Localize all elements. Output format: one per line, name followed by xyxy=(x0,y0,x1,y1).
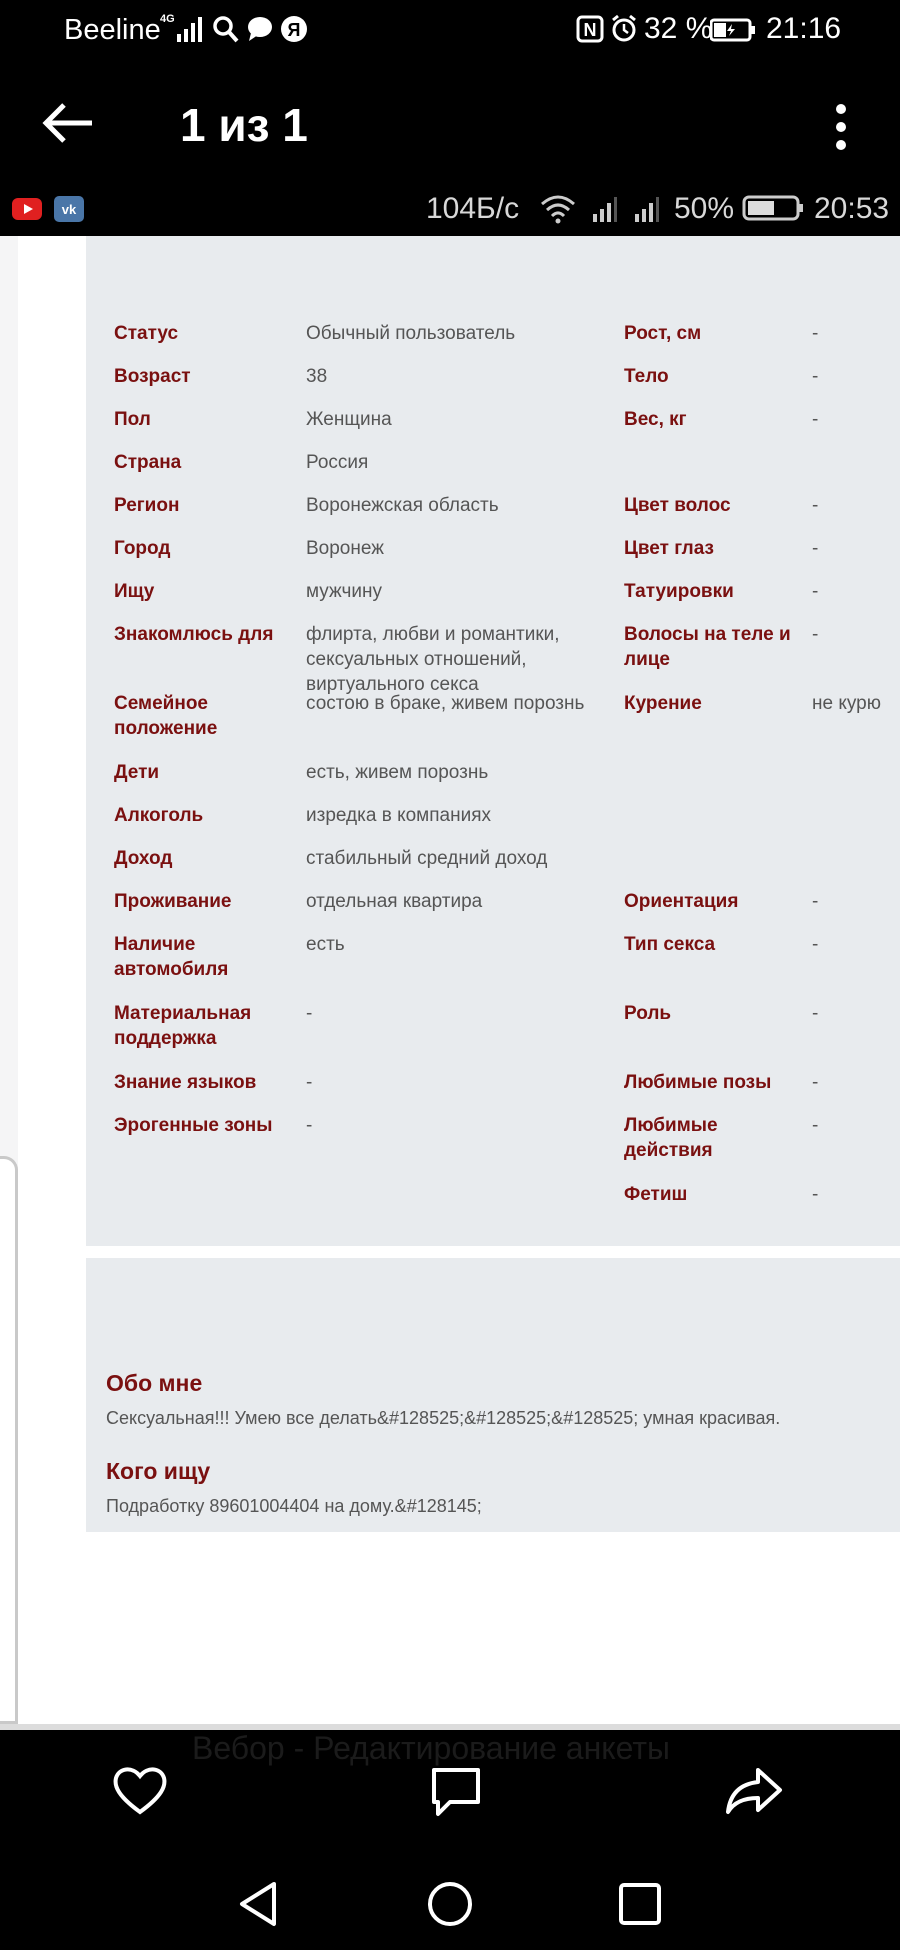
signal-icon-2 xyxy=(634,196,660,222)
page-title: 1 из 1 xyxy=(180,99,308,151)
field-label-right: Курение xyxy=(624,693,702,714)
field-value: Воронежская область xyxy=(306,495,499,516)
network-speed: 104Б/с xyxy=(426,192,520,225)
field-label: Проживание xyxy=(114,891,232,912)
field-label: Пол xyxy=(114,409,151,430)
field-value: - xyxy=(306,1003,313,1024)
field-value-right: - xyxy=(812,581,819,602)
field-value: Воронеж xyxy=(306,538,384,559)
field-value: флирта, любви и романтики, сексуальных отношений, виртуального секса xyxy=(306,624,560,695)
background-page-title: Вебор - Редактирование анкеты xyxy=(192,1730,671,1766)
battery-icon xyxy=(710,14,756,44)
field-value-right: - xyxy=(812,366,819,387)
field-value-right: - xyxy=(812,323,819,344)
field-label-right: Рост, см xyxy=(624,323,702,344)
field-label: Наличие автомобиля xyxy=(114,934,229,980)
field-value: состою в браке, живем порознь xyxy=(306,693,585,714)
field-label-right: Любимые позы xyxy=(624,1072,772,1093)
comment-icon[interactable] xyxy=(426,1762,486,1818)
nav-recents-icon[interactable] xyxy=(616,1880,664,1928)
heart-icon[interactable] xyxy=(110,1762,170,1818)
field-value: есть xyxy=(306,934,345,955)
svg-text:Я: Я xyxy=(287,20,301,40)
field-value-right: - xyxy=(812,891,819,912)
field-label-right: Фетиш xyxy=(624,1184,688,1205)
about-text: Сексуальная!!! Умею все делать&#128525;&#128525;&#128525; умная красивая. xyxy=(106,1408,781,1428)
field-label: Страна xyxy=(114,452,182,473)
wifi-icon xyxy=(540,194,576,224)
field-label: Ищу xyxy=(114,581,155,602)
field-value-right: - xyxy=(812,1072,819,1093)
field-label: Регион xyxy=(114,495,180,516)
field-label-right: Роль xyxy=(624,1003,672,1024)
field-label: Статус xyxy=(114,323,179,344)
field-label: Эрогенные зоны xyxy=(114,1115,273,1136)
field-label-right: Цвет глаз xyxy=(624,538,714,559)
field-label: Возраст xyxy=(114,366,191,387)
carrier-name: Beeline xyxy=(64,14,161,46)
seeking-heading: Кого ищу xyxy=(106,1458,211,1484)
field-label-right: Вес, кг xyxy=(624,409,687,430)
field-label: Семейное положение xyxy=(114,693,218,739)
field-value: Женщина xyxy=(306,409,392,430)
field-label-right: Любимые действия xyxy=(624,1115,718,1161)
field-value: 38 xyxy=(306,366,328,387)
screenshot-battery-percent: 50% xyxy=(674,192,735,225)
field-value: стабильный средний доход xyxy=(306,848,548,869)
screenshot-status-bar xyxy=(0,182,900,236)
field-label-right: Ориентация xyxy=(624,891,739,912)
left-edge-frame xyxy=(0,1156,18,1724)
more-options-icon[interactable] xyxy=(830,104,852,150)
field-label: Материальная поддержка xyxy=(114,1003,252,1049)
network-type: 4G xyxy=(160,13,175,25)
field-label: Город xyxy=(114,538,171,559)
field-label-right: Тело xyxy=(624,366,669,387)
nav-home-icon[interactable] xyxy=(426,1880,474,1928)
viewer-footer xyxy=(0,1730,900,1950)
field-label: Знание языков xyxy=(114,1072,257,1093)
youtube-icon xyxy=(12,198,42,220)
viewer-toolbar xyxy=(0,62,900,182)
field-value: изредка в компаниях xyxy=(306,805,491,826)
field-value: - xyxy=(306,1115,313,1136)
field-label: Знакомлюсь для xyxy=(114,624,274,645)
back-arrow-icon[interactable] xyxy=(42,102,94,144)
search-icon xyxy=(212,14,240,44)
signal-icon xyxy=(176,16,204,42)
field-value: есть, живем порознь xyxy=(306,762,489,783)
signal-icon-1 xyxy=(592,196,618,222)
clock: 21:16 xyxy=(766,12,842,45)
field-value: мужчину xyxy=(306,581,382,602)
field-label-right: Тип секса xyxy=(624,934,716,955)
field-label-right: Цвет волос xyxy=(624,495,731,516)
field-value-right: - xyxy=(812,495,819,516)
field-value: отдельная квартира xyxy=(306,891,483,912)
field-value: Россия xyxy=(306,452,369,473)
field-value: - xyxy=(306,1072,313,1093)
field-value-right: - xyxy=(812,409,819,430)
yandex-icon xyxy=(280,14,308,44)
profile-details-panel xyxy=(86,236,900,1246)
alarm-icon xyxy=(610,14,638,44)
share-icon[interactable] xyxy=(724,1762,784,1818)
field-label: Доход xyxy=(114,848,173,869)
screenshot-battery-icon xyxy=(742,194,804,224)
field-value-right: - xyxy=(812,1184,819,1205)
profile-content xyxy=(0,236,900,1730)
svg-text:N: N xyxy=(583,20,597,40)
field-value-right: - xyxy=(812,934,819,955)
nfc-icon xyxy=(576,14,604,44)
field-value: Обычный пользователь xyxy=(306,323,516,344)
svg-text:vk: vk xyxy=(61,202,77,217)
field-label: Дети xyxy=(114,762,160,783)
field-value-right: - xyxy=(812,1115,819,1136)
battery-percent: 32 % xyxy=(644,12,713,45)
chat-bubble-icon xyxy=(246,14,274,44)
field-label-right: Татуировки xyxy=(624,581,734,602)
field-label: Алкоголь xyxy=(114,805,204,826)
field-value-right: не курю xyxy=(812,693,881,714)
screenshot-clock: 20:53 xyxy=(814,192,890,225)
field-value-right: - xyxy=(812,624,819,645)
nav-back-icon[interactable] xyxy=(234,1880,282,1928)
about-panel xyxy=(86,1258,900,1532)
status-bar xyxy=(0,0,900,62)
field-value-right: - xyxy=(812,1003,819,1024)
vk-icon xyxy=(54,196,84,222)
field-label-right: Волосы на теле и лице xyxy=(624,624,791,670)
field-value-right: - xyxy=(812,538,819,559)
about-heading: Обо мне xyxy=(106,1370,203,1396)
seeking-text: Подработку 89601004404 на дому.&#128145; xyxy=(106,1496,482,1516)
